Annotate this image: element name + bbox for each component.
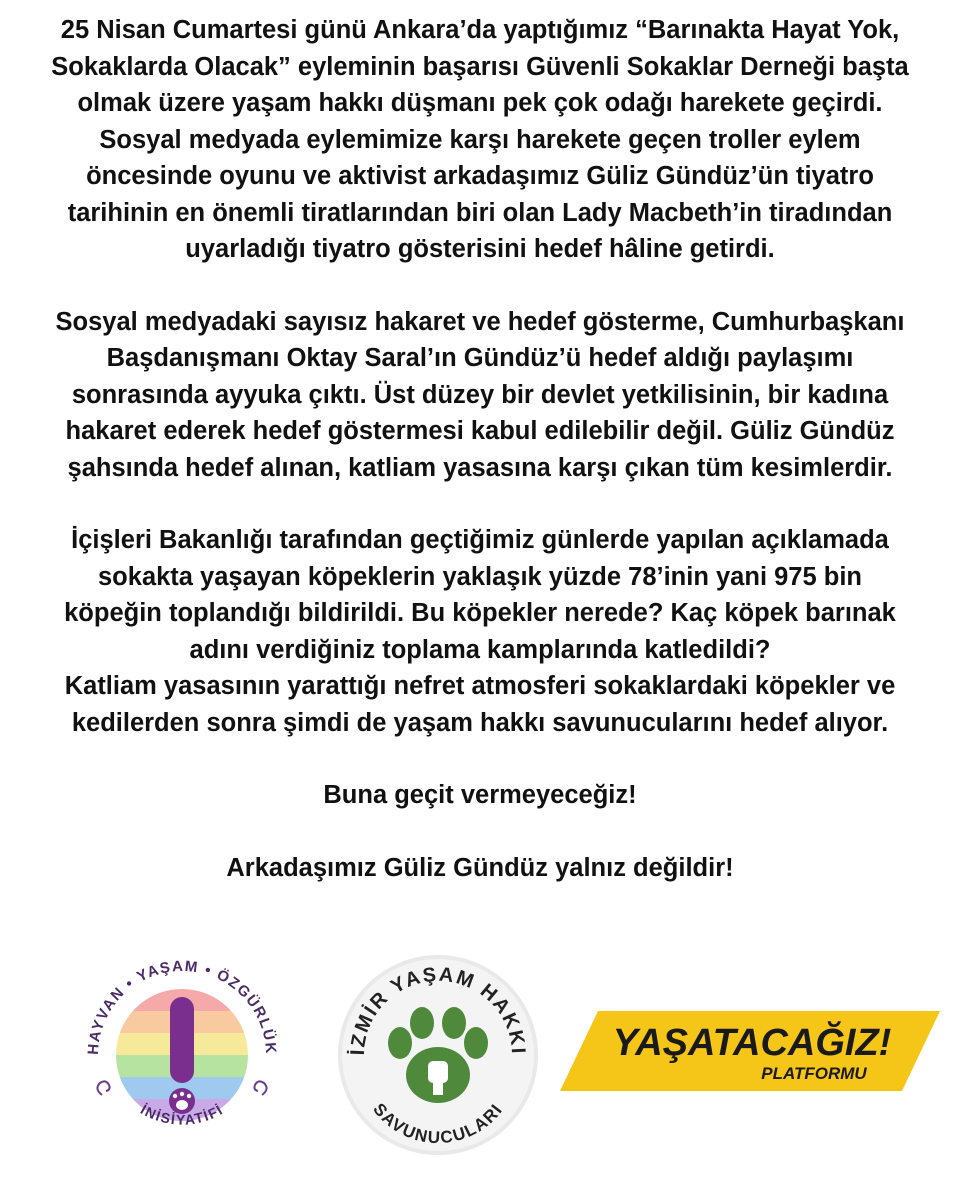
text-line: hakaret ederek hedef göstermesi kabul edilebilir değil. Güliz Gündüz (65, 417, 895, 445)
text-line: adını verdiğiniz toplama kamplarında katledildi? (189, 635, 771, 664)
hayvan-logo-bottom-text: İNİSİYATİFİ (137, 1101, 227, 1128)
text-line: Sokaklarda Olacak” eyleminin başarısı Güvenli Sokaklar Derneği başta (51, 52, 909, 81)
paw-icon (169, 1088, 195, 1114)
izmir-logo-top-text: İZMİR YAŞAM HAKKI (346, 963, 530, 1056)
text-line: Katliam yasasının yarattığı nefret atmosferi sokaklardaki köpekler ve (64, 672, 896, 700)
text-line: öncesinde oyunu ve aktivist arkadaşımız Güliz Gündüz’ün tiyatro (86, 162, 874, 190)
paragraph-gap (20, 814, 940, 850)
text-line: 25 Nisan Cumartesi günü Ankara’da yaptığımız “Barınakta Hayat Yok, (60, 16, 900, 44)
yasatacagiz-platformu-logo (560, 1011, 940, 1091)
logos-row (0, 945, 960, 1195)
text-line: İçişleri Bakanlığı tarafından geçtiğimiz günlerde yapılan açıklamada (71, 526, 889, 554)
izmir-yasam-hakki-logo (336, 953, 540, 1157)
paragraph-3 (20, 522, 940, 741)
text-line: tarihinin en önemli tiratlarından biri olan Lady Macbeth’in tiradından (67, 198, 893, 227)
text-line: şahsında hedef alınan, katliam yasasına karşı çıkan tüm kesimlerdir. (67, 453, 893, 482)
text-line: Arkadaşımız Güliz Gündüz yalnız değildir! (226, 853, 734, 882)
paragraph-1 (20, 12, 940, 268)
izmir-logo-bottom-text: SAVUNUCULARI (369, 1099, 507, 1148)
text-line: olmak üzere yaşam hakkı düşmanı pek çok odağı harekete geçirdi. (77, 89, 883, 117)
text-line: köpeğin toplandığı bildirildi. Bu köpekler nerede? Kaç köpek barınak (64, 599, 896, 627)
paragraph-2 (20, 304, 940, 487)
paragraph-gap (20, 741, 940, 777)
yasatacagiz-subtitle: PLATFORMU (761, 1064, 867, 1083)
exclamation-mark-icon (170, 997, 194, 1083)
hayvan-yasam-ozgurluk-logo (72, 945, 292, 1165)
text-line: Buna geçit vermeyeceğiz! (323, 781, 637, 809)
paragraph-4 (20, 777, 940, 814)
text-line: Sosyal medyada eylemimize karşı harekete geçen troller eylem (99, 125, 861, 154)
paragraph-gap (20, 486, 940, 522)
hayvan-logo-top-text: HAYVAN • YAŞAM • ÖZGÜRLÜK (84, 957, 280, 1056)
statement-text (20, 12, 940, 886)
text-line: uyarladığı tiyatro gösterisini hedef hâline getirdi. (185, 235, 775, 263)
text-line: sokakta yaşayan köpeklerin yaklaşık yüzde 78’inin yani 975 bin (98, 562, 862, 591)
text-line: Başdanışmanı Oktay Saral’ın Gündüz’ü hedef aldığı paylaşımı (106, 344, 854, 372)
text-line: Sosyal medyadaki sayısız hakaret ve hedef gösterme, Cumhurbaşkanı (55, 307, 905, 336)
paragraph-gap (20, 268, 940, 304)
text-line: kedilerden sonra şimdi de yaşam hakkı savunucularını hedef alıyor. (71, 708, 889, 737)
yasatacagiz-title: YAŞATACAĞIZ! (612, 1022, 892, 1064)
paragraph-5 (20, 850, 940, 887)
text-line: sonrasında ayyuka çıktı. Üst düzey bir devlet yetkilisinin, bir kadına (71, 380, 889, 409)
